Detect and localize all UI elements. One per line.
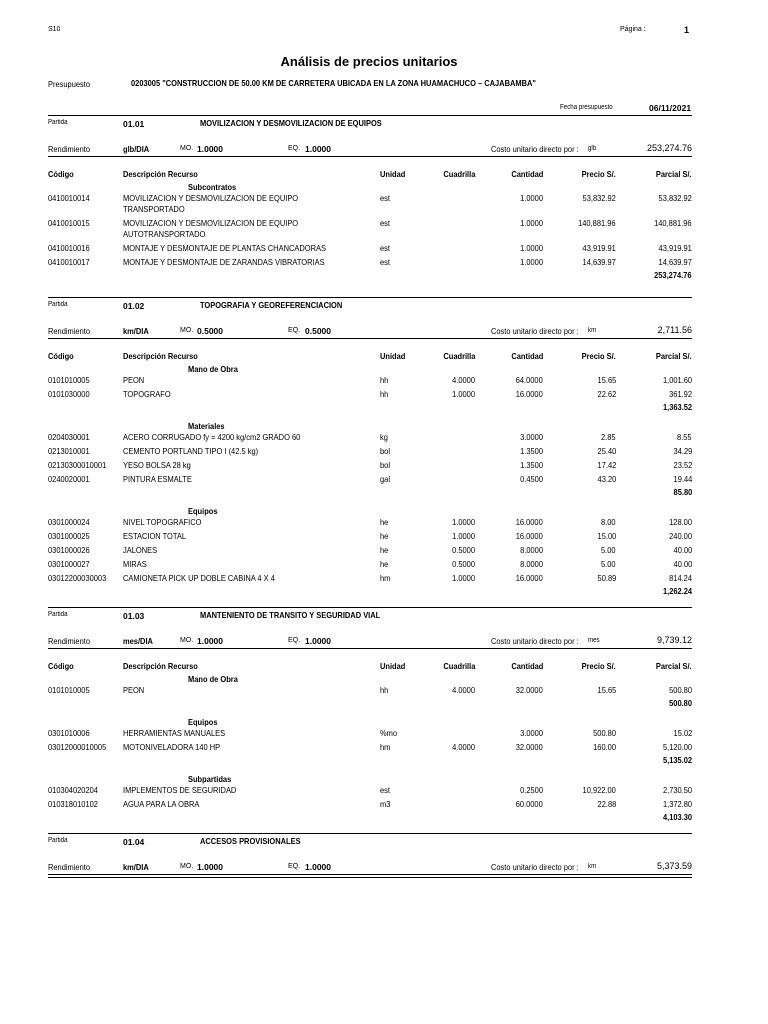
row-precio: 22.88	[597, 799, 616, 809]
row-code: 0410010017	[48, 257, 90, 267]
rendimiento-unit: km/DIA	[123, 326, 149, 336]
col-header-codigo: Código	[48, 661, 74, 671]
row-cantidad: 1.0000	[520, 218, 543, 228]
group-subtotal: 85.80	[673, 487, 692, 497]
row-cantidad: 3.0000	[520, 432, 543, 442]
row-cuadrilla: 4.0000	[452, 742, 475, 752]
row-unit: hh	[380, 685, 389, 695]
presupuesto-value: 0203005 "CONSTRUCCION DE 50.00 KM DE CARRETERA UBICADA EN LA ZONA HUAMACHUCO – CAJABAMBA"	[131, 78, 536, 88]
col-header-precio: Precio S/.	[581, 351, 616, 361]
col-header-cuadrilla: Cuadrilla	[442, 351, 475, 361]
row-unit: m3	[380, 799, 391, 809]
rendimiento-label: Rendimiento	[48, 144, 91, 154]
row-unit: bol	[380, 460, 390, 470]
group-subtotal: 1,363.52	[662, 402, 692, 412]
row-parcial: 128.00	[669, 517, 692, 527]
row-description: PINTURA ESMALTE	[123, 474, 192, 484]
costo-unitario-value: 2,711.56	[657, 325, 692, 335]
row-unit: est	[380, 218, 390, 228]
fecha-label: Fecha presupuesto	[560, 104, 613, 111]
partida-label: Partida	[48, 611, 68, 618]
row-cantidad: 16.0000	[515, 517, 543, 527]
group-heading: Mano de Obra	[188, 364, 238, 374]
row-code: 03012200030003	[48, 573, 107, 583]
row-description: PEON	[123, 375, 145, 385]
row-precio: 22.62	[597, 389, 616, 399]
row-cantidad: 1.3500	[520, 460, 543, 470]
row-code: 0301000026	[48, 545, 90, 555]
row-parcial: 43,919.91	[658, 243, 692, 253]
row-code: 0204030001	[48, 432, 90, 442]
col-header-cantidad: Cantidad	[510, 351, 543, 361]
row-precio: 14,639.97	[582, 257, 616, 267]
row-unit: he	[380, 531, 389, 541]
row-description: JALONES	[123, 545, 158, 555]
row-cantidad: 0.2500	[520, 785, 543, 795]
row-code: 0301000024	[48, 517, 90, 527]
row-description: IMPLEMENTOS DE SEGURIDAD	[123, 785, 237, 795]
col-header-cuadrilla: Cuadrilla	[442, 661, 475, 671]
eq-label: EQ.	[288, 145, 301, 152]
costo-unitario-unit: km	[588, 327, 597, 334]
rendimiento-unit: km/DIA	[123, 862, 149, 872]
row-precio: 15.65	[597, 685, 616, 695]
row-unit: est	[380, 785, 390, 795]
row-unit: hm	[380, 573, 391, 583]
system-label: S10	[48, 26, 61, 33]
row-code: 010318010102	[48, 799, 98, 809]
partida-name: ACCESOS PROVISIONALES	[200, 836, 301, 846]
costo-unitario-unit: mes	[588, 637, 600, 644]
row-parcial: 240.00	[669, 531, 692, 541]
eq-value: 1.0000	[305, 636, 331, 646]
group-subtotal: 1,262.24	[662, 586, 692, 596]
row-parcial: 40.00	[673, 559, 692, 569]
mo-label: MO.	[180, 145, 194, 152]
row-code: 0240020001	[48, 474, 90, 484]
costo-unitario-value: 9,739.12	[656, 635, 692, 645]
row-parcial: 140,881.96	[654, 218, 692, 228]
group-subtotal: 500.80	[669, 698, 692, 708]
row-cantidad: 1.0000	[520, 243, 543, 253]
group-heading: Equipos	[188, 506, 218, 516]
row-cantidad: 1.0000	[520, 257, 543, 267]
rendimiento-separator	[48, 648, 692, 649]
row-description: MOTONIVELADORA 140 HP	[123, 742, 221, 752]
costo-unitario-label: Costo unitario directo por :	[491, 862, 579, 872]
row-code: 02130300010001	[48, 460, 107, 470]
eq-value: 0.5000	[305, 326, 331, 336]
rendimiento-label: Rendimiento	[48, 636, 91, 646]
group-heading: Equipos	[188, 717, 218, 727]
row-description: YESO BOLSA 28 kg	[123, 460, 191, 470]
row-precio: 500.80	[593, 728, 616, 738]
rendimiento-unit: glb/DIA	[123, 144, 150, 154]
row-description: CEMENTO PORTLAND TIPO I (42.5 kg)	[123, 446, 259, 456]
row-description: MOVILIZACION Y DESMOVILIZACION DE EQUIPO	[123, 218, 299, 228]
row-parcial: 14,639.97	[658, 257, 692, 267]
group-heading: Materiales	[188, 421, 225, 431]
row-cantidad: 16.0000	[515, 531, 543, 541]
row-cuadrilla: 0.5000	[452, 545, 475, 555]
partida-label: Partida	[48, 119, 68, 126]
partida-code: 01.01	[123, 119, 145, 129]
page-title: Análisis de precios unitarios	[280, 54, 458, 69]
partida-separator	[48, 297, 692, 298]
partida-separator	[48, 115, 692, 116]
row-parcial: 15.02	[673, 728, 692, 738]
page-number: 1	[684, 25, 690, 35]
col-header-parcial: Parcial S/.	[656, 661, 692, 671]
col-header-unidad: Unidad	[380, 169, 406, 179]
eq-label: EQ.	[288, 637, 301, 644]
row-code: 010304020204	[48, 785, 98, 795]
col-header-descripcion: Descripción Recurso	[123, 169, 198, 179]
row-unit: hh	[380, 389, 389, 399]
group-subtotal: 253,274.76	[654, 270, 692, 280]
row-description: ESTACION TOTAL	[123, 531, 187, 541]
eq-value: 1.0000	[305, 862, 331, 872]
row-description-continued: TRANSPORTADO	[123, 204, 185, 214]
costo-unitario-unit: km	[588, 863, 597, 870]
col-header-precio: Precio S/.	[581, 661, 616, 671]
row-description: PEON	[123, 685, 145, 695]
row-description: MOVILIZACION Y DESMOVILIZACION DE EQUIPO	[123, 193, 299, 203]
row-unit: est	[380, 257, 390, 267]
group-heading: Subpartidas	[188, 774, 232, 784]
presupuesto-label: Presupuesto	[48, 79, 91, 89]
row-cuadrilla: 0.5000	[452, 559, 475, 569]
eq-value: 1.0000	[305, 144, 331, 154]
row-parcial: 361.92	[669, 389, 692, 399]
row-description: MONTAJE Y DESMONTAJE DE PLANTAS CHANCADORAS	[123, 243, 326, 253]
row-cantidad: 1.0000	[520, 193, 543, 203]
costo-unitario-value: 253,274.76	[646, 143, 692, 153]
row-description: MIRAS	[123, 559, 147, 569]
rendimiento-separator	[48, 156, 692, 157]
row-unit: kg	[380, 432, 388, 442]
partida-name: MOVILIZACION Y DESMOVILIZACION DE EQUIPOS	[200, 118, 382, 128]
row-unit: he	[380, 517, 389, 527]
partida-label: Partida	[48, 301, 68, 308]
row-code: 0410010015	[48, 218, 90, 228]
group-heading: Subcontratos	[188, 182, 237, 192]
partida-code: 01.03	[123, 611, 145, 621]
col-header-cantidad: Cantidad	[510, 169, 543, 179]
col-header-precio: Precio S/.	[581, 169, 616, 179]
group-subtotal: 5,135.02	[662, 755, 692, 765]
row-parcial: 8.55	[677, 432, 692, 442]
partida-separator	[48, 833, 692, 834]
partida-name: MANTENIENTO DE TRANSITO Y SEGURIDAD VIAL	[200, 610, 381, 620]
row-unit: est	[380, 243, 390, 253]
bottom-separator	[48, 877, 692, 878]
row-code: 0101010005	[48, 375, 90, 385]
row-description: ACERO CORRUGADO fy = 4200 kg/cm2 GRADO 60	[123, 432, 301, 442]
row-parcial: 2,730.50	[662, 785, 692, 795]
col-header-descripcion: Descripción Recurso	[123, 351, 198, 361]
mo-label: MO.	[180, 637, 194, 644]
row-parcial: 1,372.80	[662, 799, 692, 809]
row-precio: 53,832.92	[582, 193, 616, 203]
row-precio: 160.00	[593, 742, 616, 752]
group-subtotal: 4,103.30	[662, 812, 692, 822]
row-cantidad: 16.0000	[515, 389, 543, 399]
row-parcial: 19.44	[673, 474, 692, 484]
costo-unitario-value: 5,373.59	[656, 861, 692, 871]
col-header-unidad: Unidad	[380, 661, 406, 671]
col-header-descripcion: Descripción Recurso	[123, 661, 198, 671]
row-precio: 140,881.96	[578, 218, 616, 228]
row-parcial: 814.24	[669, 573, 692, 583]
row-precio: 5.00	[601, 559, 616, 569]
row-description: AGUA PARA LA OBRA	[123, 799, 200, 809]
row-code: 0410010014	[48, 193, 90, 203]
row-code: 03012000010005	[48, 742, 107, 752]
col-header-parcial: Parcial S/.	[656, 169, 692, 179]
col-header-parcial: Parcial S/.	[656, 351, 692, 361]
col-header-unidad: Unidad	[380, 351, 406, 361]
row-cantidad: 32.0000	[515, 742, 543, 752]
row-cantidad: 8.0000	[520, 545, 543, 555]
row-description: HERRAMIENTAS MANUALES	[123, 728, 226, 738]
rendimiento-separator	[48, 338, 692, 339]
costo-unitario-label: Costo unitario directo por :	[491, 326, 579, 336]
row-parcial: 500.80	[669, 685, 692, 695]
mo-label: MO.	[180, 863, 194, 870]
row-unit: gal	[380, 474, 390, 484]
row-precio: 43,919.91	[582, 243, 616, 253]
partida-label: Partida	[48, 837, 68, 844]
rendimiento-label: Rendimiento	[48, 862, 91, 872]
row-cantidad: 1.3500	[520, 446, 543, 456]
row-precio: 25.40	[597, 446, 616, 456]
row-cantidad: 0.4500	[520, 474, 543, 484]
row-description: TOPOGRAFO	[123, 389, 171, 399]
rendimiento-separator	[48, 874, 692, 875]
row-precio: 8.00	[601, 517, 616, 527]
row-cantidad: 64.0000	[515, 375, 543, 385]
eq-label: EQ.	[288, 327, 301, 334]
row-parcial: 34.29	[673, 446, 692, 456]
col-header-cuadrilla: Cuadrilla	[442, 169, 475, 179]
mo-value: 1.0000	[197, 862, 223, 872]
row-unit: he	[380, 545, 389, 555]
row-unit: hm	[380, 742, 391, 752]
row-parcial: 1,001.60	[662, 375, 692, 385]
col-header-codigo: Código	[48, 351, 74, 361]
page-label: Página :	[620, 26, 646, 33]
partida-code: 01.04	[123, 837, 145, 847]
row-description: CAMIONETA PICK UP DOBLE CABINA 4 X 4	[123, 573, 275, 583]
costo-unitario-label: Costo unitario directo por :	[491, 636, 579, 646]
fecha-value: 06/11/2021	[649, 103, 692, 113]
row-description: NIVEL TOPOGRAFICO	[123, 517, 202, 527]
row-precio: 15.00	[597, 531, 616, 541]
group-heading: Mano de Obra	[188, 674, 238, 684]
row-precio: 15.65	[597, 375, 616, 385]
row-cantidad: 3.0000	[520, 728, 543, 738]
row-code: 0213010001	[48, 446, 90, 456]
mo-value: 0.5000	[197, 326, 223, 336]
row-unit: hh	[380, 375, 389, 385]
row-precio: 50.89	[597, 573, 616, 583]
costo-unitario-label: Costo unitario directo por :	[491, 144, 579, 154]
row-cuadrilla: 1.0000	[452, 389, 475, 399]
rendimiento-unit: mes/DIA	[123, 636, 153, 646]
mo-value: 1.0000	[197, 144, 223, 154]
row-unit: bol	[380, 446, 390, 456]
row-unit: %mo	[380, 728, 398, 738]
eq-label: EQ.	[288, 863, 301, 870]
partida-name: TOPOGRAFIA Y GEOREFERENCIACION	[200, 300, 343, 310]
row-precio: 10,922.00	[582, 785, 616, 795]
row-precio: 2.85	[601, 432, 616, 442]
mo-label: MO.	[180, 327, 194, 334]
row-cuadrilla: 1.0000	[452, 573, 475, 583]
row-cuadrilla: 4.0000	[452, 375, 475, 385]
row-parcial: 5,120.00	[662, 742, 692, 752]
row-cantidad: 16.0000	[515, 573, 543, 583]
row-code: 0301000027	[48, 559, 90, 569]
row-precio: 17.42	[597, 460, 616, 470]
col-header-codigo: Código	[48, 169, 74, 179]
row-unit: est	[380, 193, 390, 203]
row-cantidad: 8.0000	[520, 559, 543, 569]
rendimiento-label: Rendimiento	[48, 326, 91, 336]
partida-code: 01.02	[123, 301, 145, 311]
mo-value: 1.0000	[197, 636, 223, 646]
costo-unitario-unit: glb	[588, 145, 597, 152]
row-cantidad: 60.0000	[515, 799, 543, 809]
row-code: 0301010006	[48, 728, 90, 738]
partida-separator	[48, 607, 692, 608]
row-parcial: 40.00	[673, 545, 692, 555]
row-precio: 5.00	[601, 545, 616, 555]
row-parcial: 53,832.92	[658, 193, 692, 203]
row-code: 0301000025	[48, 531, 90, 541]
row-code: 0410010016	[48, 243, 90, 253]
row-cantidad: 32.0000	[515, 685, 543, 695]
row-cuadrilla: 1.0000	[452, 517, 475, 527]
row-parcial: 23.52	[673, 460, 692, 470]
row-description-continued: AUTOTRANSPORTADO	[123, 229, 206, 239]
row-unit: he	[380, 559, 389, 569]
row-description: MONTAJE Y DESMONTAJE DE ZARANDAS VIBRATORIAS	[123, 257, 325, 267]
row-code: 0101010005	[48, 685, 90, 695]
col-header-cantidad: Cantidad	[510, 661, 543, 671]
row-code: 0101030000	[48, 389, 90, 399]
row-cuadrilla: 1.0000	[452, 531, 475, 541]
row-cuadrilla: 4.0000	[452, 685, 475, 695]
row-precio: 43.20	[597, 474, 616, 484]
